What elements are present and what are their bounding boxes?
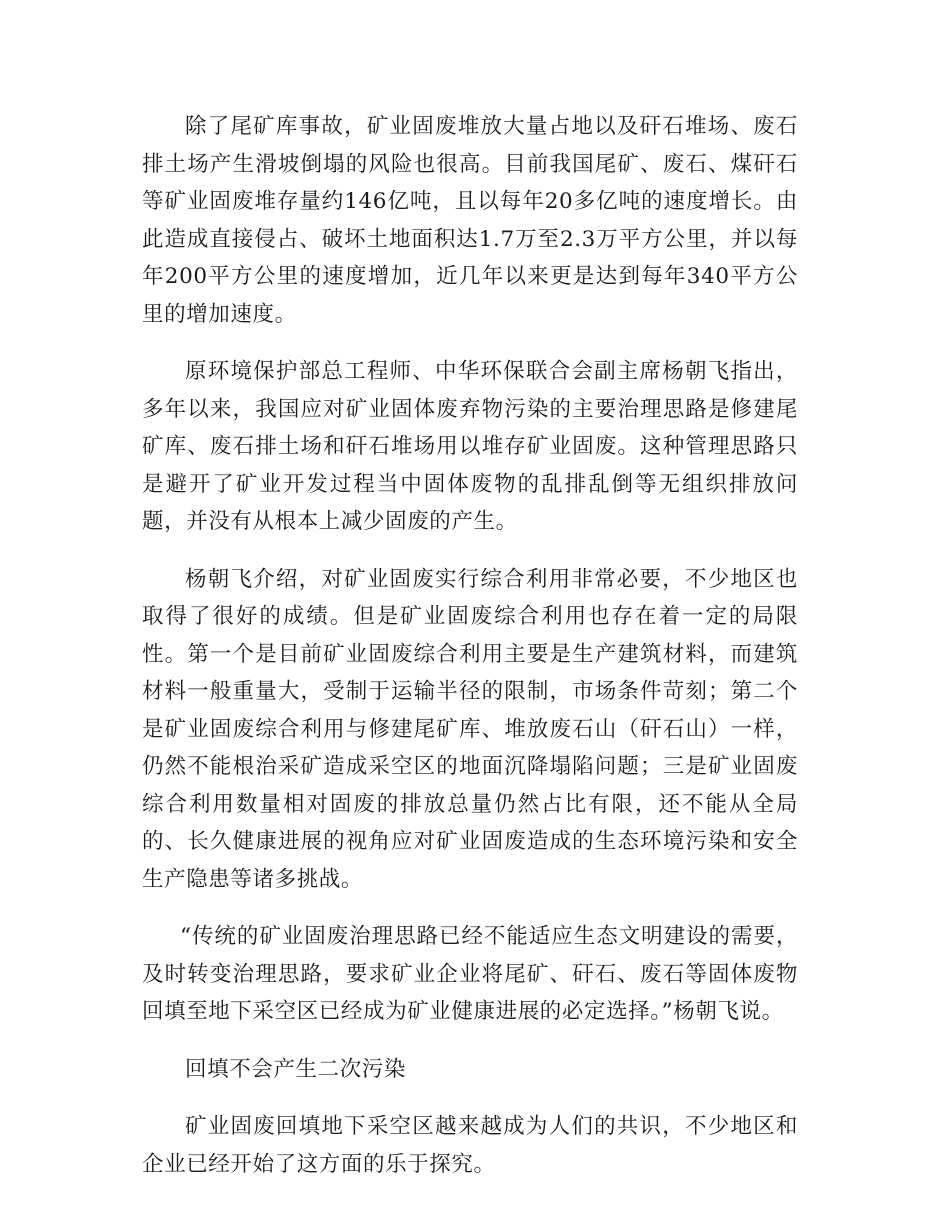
document-page	[142, 108, 798, 1203]
paragraph-quote: “传统的矿业固废治理思路已经不能适应生态文明建设的需要，及时转变治理思路，要求矿业企业将尾矿、矸石、废石等固体废物回填至地下采空区已经成为矿业健康进展的必定选择。”杨朝飞说。	[142, 924, 798, 1024]
paragraph-yang-chaofei-statement: 原环境保护部总工程师、中华环保联合会副主席杨朝飞指出，多年以来，我国应对矿业固体废弃物污染的主要治理思路是修建尾矿库、废石排土场和矸石堆场用以堆存矿业固废。这种管理思路只是避开了矿业开发过程当中固体废物的乱排乱倒等无组织排放问题，并没有从根本上减少固废的产生。	[142, 359, 798, 534]
paragraph-tailings-risk: 除了尾矿库事故，矿业固废堆放大量占地以及矸石堆场、废石排土场产生滑坡倒塌的风险也很高。目前我国尾矿、废石、煤矸石等矿业固废堆存量约146亿吨，且以每年20多亿吨的速度增长。由此造成直接侵占、破坏土地面积达1.7万至2.3万平方公里，并以每年200平方公里的速度增加，近几年以来更是达到每年340平方公里的增加速度。	[142, 114, 798, 327]
section-subheading: 回填不会产生二次污染	[185, 1056, 407, 1082]
paragraph-utilization-limits: 杨朝飞介绍，对矿业固废实行综合利用非常必要，不少地区也取得了很好的成绩。但是矿业固废综合利用也存在着一定的局限性。第一个是目前矿业固废综合利用主要是生产建筑材料，而建筑材料一般重量大，受制于运输半径的限制，市场条件苛刻；第二个是矿业固废综合利用与修建尾矿库、堆放废石山（矸石山）一样，仍然不能根治采矿造成采空区的地面沉降塌陷问题；三是矿业固废综合利用数量相对固废的排放总量仍然占比有限，还不能从全局的、长久健康进展的视角应对矿业固废造成的生态环境污染和安全生产隐患等诸多挑战。	[142, 566, 798, 892]
paragraph-closing: 矿业固废回填地下采空区越来越成为人们的共识，不少地区和企业已经开始了这方面的乐于探究。	[142, 1114, 798, 1177]
